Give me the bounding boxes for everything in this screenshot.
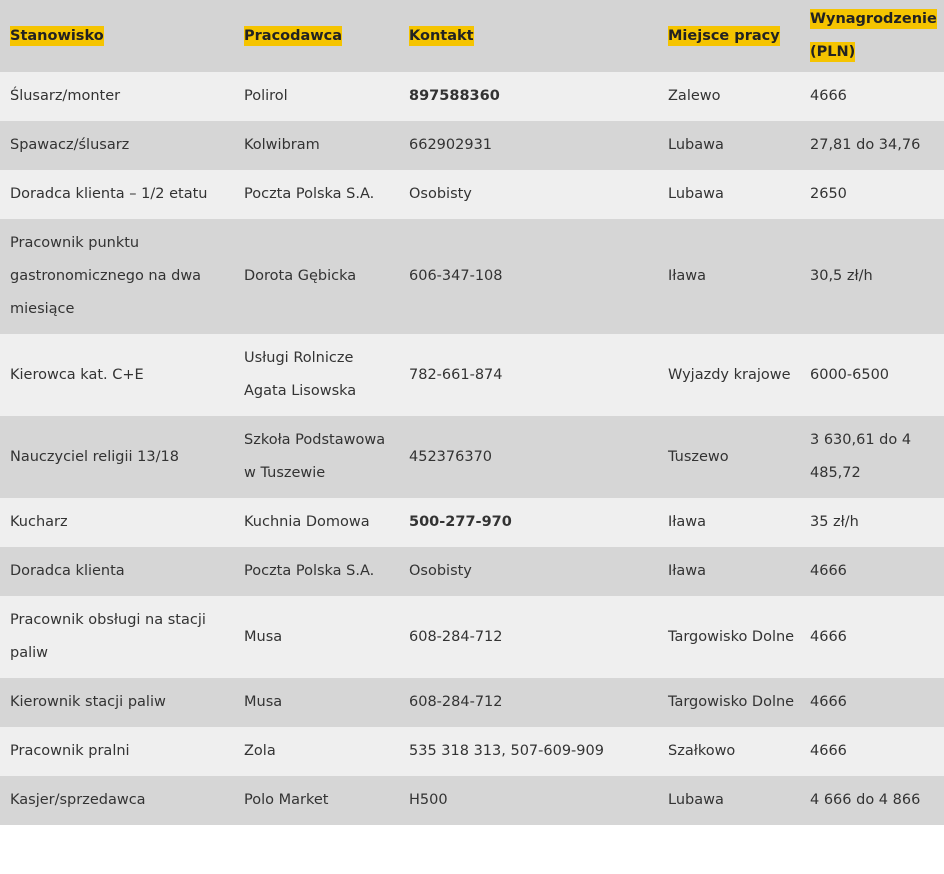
- cell-position: Nauczyciel religii 13/18: [10, 448, 179, 465]
- cell-place: Zalewo: [668, 88, 721, 104]
- table-row: [0, 219, 944, 334]
- table-row: [0, 121, 944, 170]
- cell-salary: 3 630,61 do 4 485,72: [810, 432, 912, 481]
- cell-employer: Zola: [244, 743, 276, 759]
- cell-position: Spawacz/ślusarz: [10, 137, 130, 153]
- cell-salary: 35 zł/h: [810, 514, 859, 530]
- table-row: [0, 776, 944, 825]
- cell-employer: Musa: [244, 628, 283, 645]
- cell-salary: 4666: [810, 694, 847, 710]
- header-contact: Kontakt: [409, 27, 474, 44]
- cell-employer: Poczta Polska S.A.: [244, 563, 375, 579]
- cell-contact: 897588360: [409, 88, 500, 104]
- cell-position: Pracownik punktu gastronomicznego na dwa miesiące: [10, 235, 202, 317]
- cell-contact: 608-284-712: [409, 628, 503, 645]
- table-row: [0, 72, 944, 121]
- cell-place: Iława: [668, 563, 707, 579]
- cell-contact: H500: [409, 792, 448, 808]
- cell-position: Kierownik stacji paliw: [10, 694, 166, 710]
- cell-contact: 782-661-874: [409, 366, 503, 383]
- table-row: [0, 334, 944, 416]
- cell-position: Kucharz: [10, 514, 68, 530]
- table-row: [0, 678, 944, 727]
- cell-position: Doradca klienta – 1/2 etatu: [10, 186, 208, 202]
- cell-salary: 27,81 do 34,76: [810, 137, 921, 153]
- header-employer: Pracodawca: [244, 27, 343, 44]
- cell-place: Lubawa: [668, 137, 724, 153]
- cell-salary: 4 666 do 4 866: [810, 792, 921, 808]
- cell-place: Tuszewo: [668, 448, 729, 465]
- cell-salary: 4666: [810, 628, 847, 645]
- cell-employer: Poczta Polska S.A.: [244, 186, 375, 202]
- table-header-row: [0, 0, 944, 72]
- cell-contact: 606-347-108: [409, 268, 503, 284]
- cell-position: Kierowca kat. C+E: [10, 366, 144, 383]
- table-row: [0, 170, 944, 219]
- header-position: Stanowisko: [10, 27, 104, 44]
- table-row: [0, 596, 944, 678]
- cell-contact: Osobisty: [409, 563, 472, 579]
- cell-salary: 6000-6500: [810, 366, 890, 383]
- cell-place: Szałkowo: [668, 743, 736, 759]
- cell-place: Targowisko Dolne: [668, 694, 795, 710]
- cell-salary: 2650: [810, 186, 847, 202]
- cell-employer: Musa: [244, 694, 283, 710]
- cell-position: Pracownik pralni: [10, 743, 130, 759]
- cell-employer: Kolwibram: [244, 137, 320, 153]
- cell-contact: 608-284-712: [409, 694, 503, 710]
- cell-employer: Polo Market: [244, 792, 329, 808]
- table-row: [0, 727, 944, 776]
- cell-salary: 4666: [810, 563, 847, 579]
- table-row: [0, 498, 944, 547]
- cell-contact: 500-277-970: [409, 514, 512, 530]
- cell-contact: 452376370: [409, 448, 493, 465]
- cell-salary: 4666: [810, 88, 847, 104]
- cell-employer: Kuchnia Domowa: [244, 514, 370, 530]
- cell-employer: Szkoła Podstawowa w Tuszewie: [244, 432, 386, 481]
- cell-contact: Osobisty: [409, 186, 472, 202]
- cell-employer: Usługi Rolnicze Agata Lisowska: [244, 350, 357, 399]
- cell-employer: Dorota Gębicka: [244, 268, 357, 284]
- cell-salary: 4666: [810, 743, 847, 759]
- header-place: Miejsce pracy: [668, 27, 780, 44]
- cell-employer: Polirol: [244, 88, 288, 104]
- cell-place: Iława: [668, 514, 707, 530]
- header-salary: Wynagrodzenie (PLN): [810, 11, 937, 60]
- cell-contact: 662902931: [409, 137, 493, 153]
- cell-place: Targowisko Dolne: [668, 628, 795, 645]
- cell-place: Lubawa: [668, 186, 724, 202]
- cell-position: Ślusarz/monter: [10, 88, 121, 104]
- cell-place: Wyjazdy krajowe: [668, 366, 791, 383]
- cell-position: Kasjer/sprzedawca: [10, 792, 146, 808]
- cell-place: Iława: [668, 268, 707, 284]
- cell-position: Doradca klienta: [10, 563, 125, 579]
- table-row: [0, 416, 944, 498]
- cell-position: Pracownik obsługi na stacji paliw: [10, 612, 206, 661]
- table-row: [0, 547, 944, 596]
- cell-contact: 535 318 313, 507-609-909: [409, 743, 604, 759]
- cell-salary: 30,5 zł/h: [810, 268, 873, 284]
- cell-place: Lubawa: [668, 792, 724, 808]
